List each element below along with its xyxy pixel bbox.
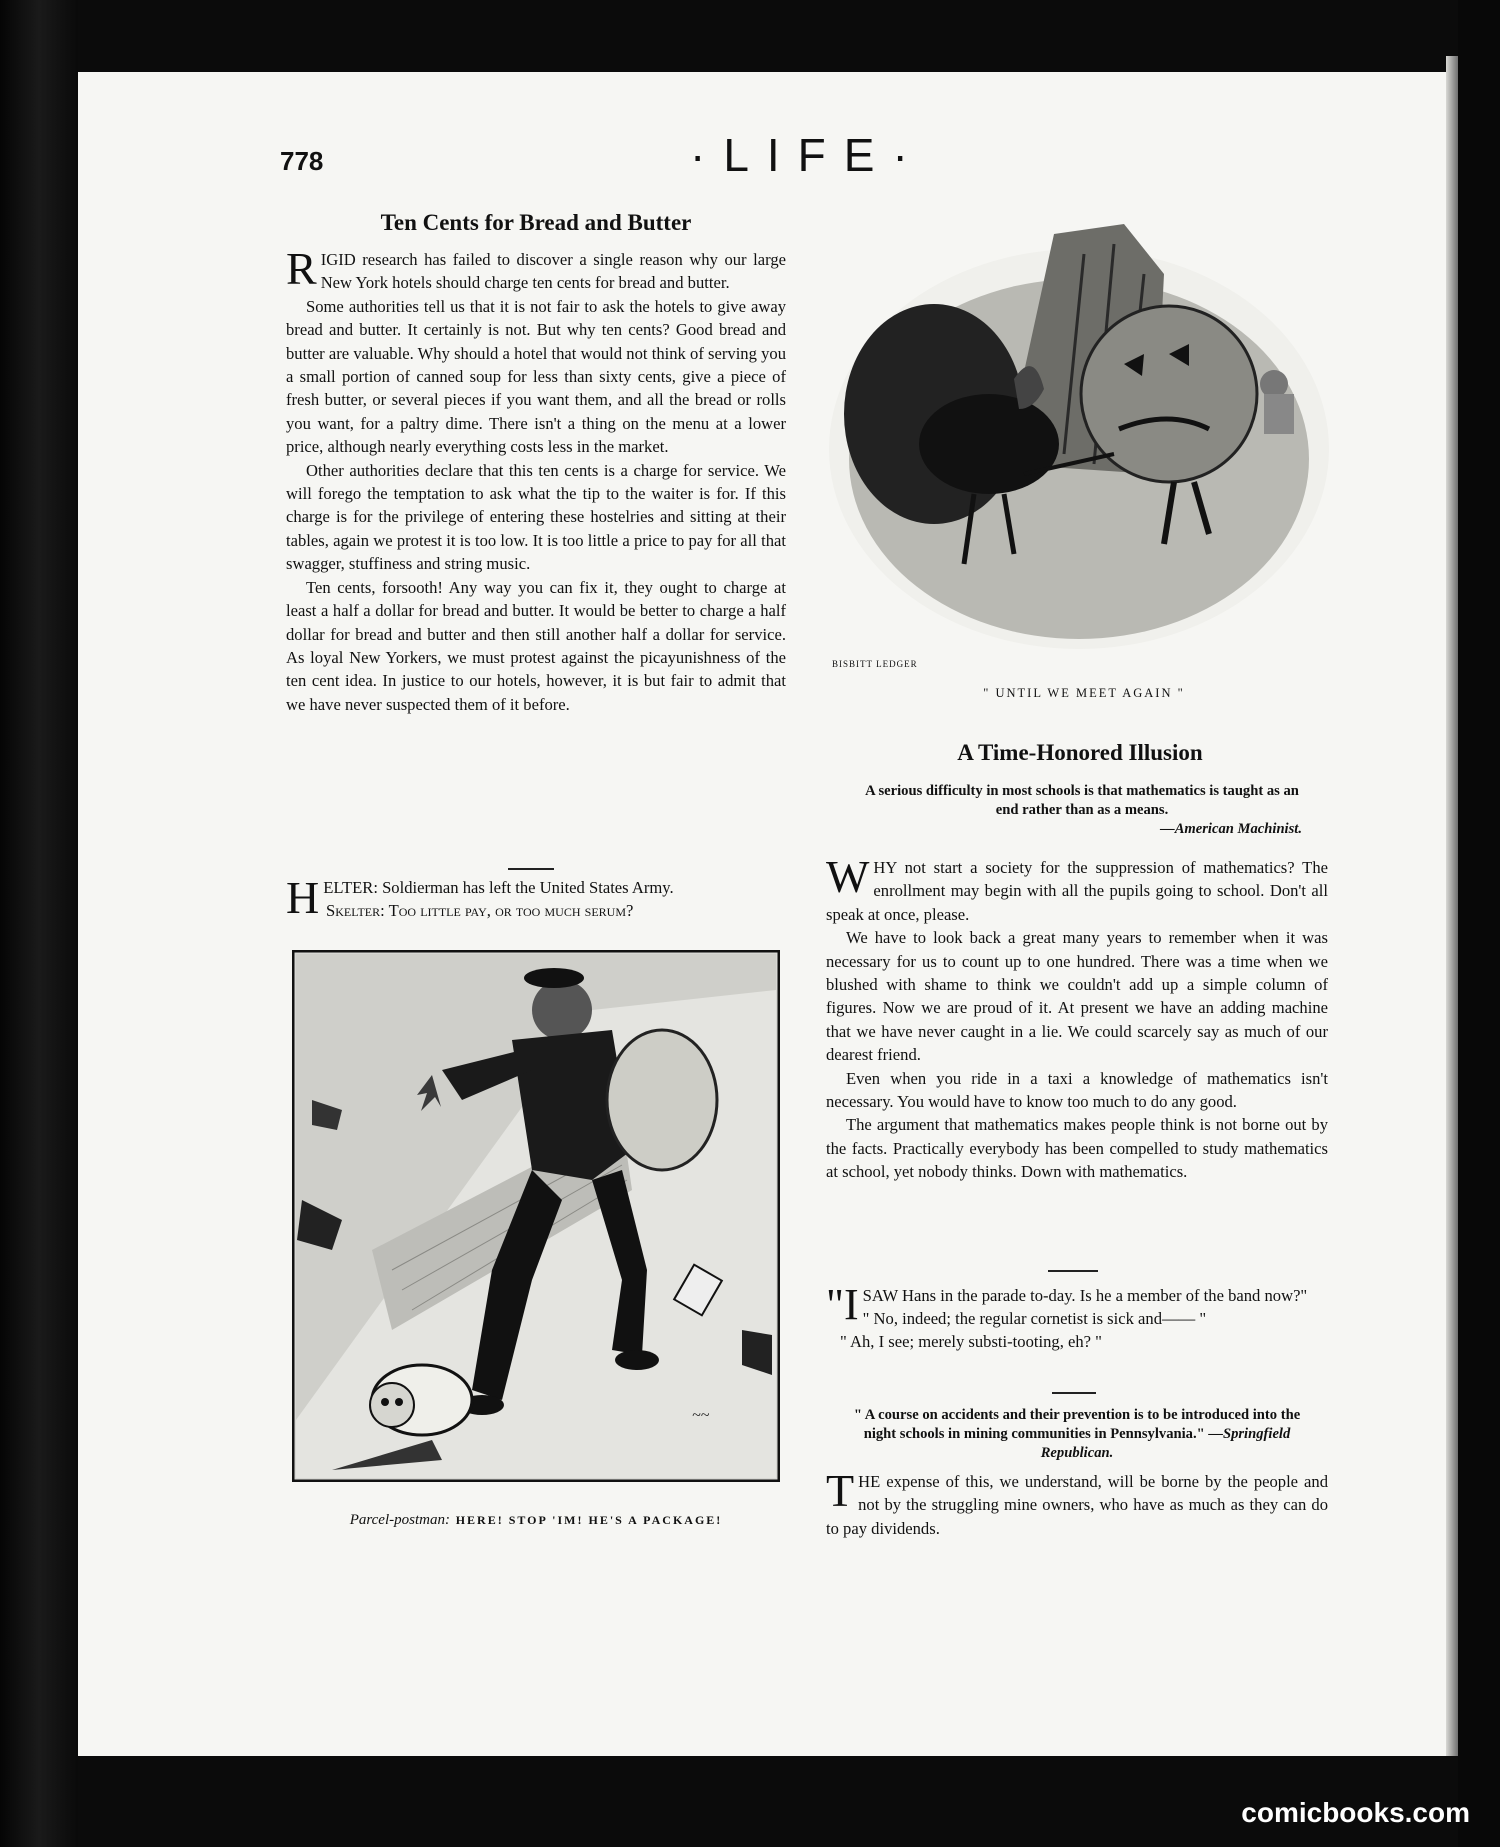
joke-line: SAW Hans in the parade to-day. Is he a member of the band now?": [862, 1286, 1308, 1305]
epigraph: A serious difficulty in most schools is that mathematics is taught as an end rather than as a means. —American Machinist.: [862, 782, 1302, 839]
paragraph: WHY not start a society for the suppression of mathematics? The enrollment may begin with all the pupils going to school. Don't all speak at once, please.: [826, 851, 1328, 924]
paragraph: Even when you ride in a taxi a knowledge of mathematics isn't necessary. You would have to know too much to do any good.: [826, 1068, 1328, 1112]
dropcap: H: [286, 872, 320, 923]
divider: [508, 868, 554, 870]
divider: [1048, 1270, 1098, 1272]
paragraph: Some authorities tell us that it is not fair to ask the hotels to give away bread and butter. It certainly is not. But why ten cents? Good bread and butter are valuable. Why should a hotel that would not think of serving you a small portion of canned soup for less than sixty cents, give a piece of fresh butter, or several pieces if you want them, and all the bread or rolls you want, for a paltry dime. There isn't a thing on the menu at a lower price, although nearly everything costs less in the market.: [286, 296, 786, 457]
site-watermark: comicbooks.com: [1241, 1797, 1470, 1828]
joke-line: ELTER: Soldierman has left the United States Army.: [323, 878, 674, 897]
artist-signature: BISBITT LEDGER: [832, 659, 918, 669]
article-title-illusion: A Time-Honored Illusion: [957, 740, 1203, 765]
paragraph: THE expense of this, we understand, will be borne by the people and not by the struggling mine owners, who have as much as they can do to pay dividends.: [826, 1465, 1328, 1538]
dropcap: W: [826, 851, 870, 902]
scan-border: [1458, 0, 1500, 1847]
helter-skelter-joke: [286, 872, 796, 923]
book-spine: [0, 0, 78, 1847]
paragraph: The argument that mathematics makes people think is not borne out by the facts. Practically everybody has been compelled to study mathematics at school, yet nobody thinks. Down with mathematics.: [826, 1115, 1328, 1182]
joke-line: Skelter: Too little pay, or too much serum?: [326, 901, 634, 920]
page-number: 778: [280, 146, 324, 176]
dropcap: R: [286, 243, 317, 294]
masthead: ·LIFE·: [690, 129, 926, 181]
page-edge: [1446, 56, 1458, 1756]
joke-line: " Ah, I see; merely substi-tooting, eh? ": [840, 1332, 1102, 1351]
divider: [1052, 1392, 1096, 1394]
postman-caption: Parcel-postman: HERE! STOP 'IM! HE'S A PACKAGE!: [349, 1512, 723, 1528]
paragraph: We have to look back a great many years to remember when it was necessary for us to count up to one hundred. There was a time when we blushed with shame to think we couldn't add up a simple column of figures. Now we are proud of it. At present we have an adding machine that we have never caught in a lie. We could scarcely say as much of our dearest friend.: [826, 928, 1328, 1065]
turkey-pumpkin-cartoon: [824, 214, 1334, 654]
article-title-bread-butter: Ten Cents for Bread and Butter: [380, 210, 692, 235]
accidents-body: [826, 1465, 1328, 1540]
paragraph: Ten cents, forsooth! Any way you can fix it, they ought to charge at least a half a dollar for bread and butter. It would be better to charge a half dollar for bread and butter and then still another half a dollar for service. As loyal New Yorkers, we must protest against the picayunishness of the ten cent idea. In justice to our hotels, however, it is but fair to admit that we have never suspected them of it before.: [286, 577, 786, 714]
paragraph: Other authorities declare that this ten cents is a charge for service. We will forego the temptation to ask what the tip to the waiter is for. If this charge is for the privilege of entering these hostelries and sitting at their tables, again we protest it is too low. It is too little a price to pay for all that swagger, stuffiness and string music.: [286, 460, 786, 574]
joke-line: " No, indeed; the regular cornetist is sick and—— ": [862, 1309, 1207, 1328]
artist-signature: ~~: [692, 1407, 710, 1424]
turkey-caption: " UNTIL WE MEET AGAIN ": [983, 686, 1185, 700]
hans-joke: [826, 1280, 1328, 1353]
dropcap: T: [826, 1465, 855, 1516]
epigraph-source: —American Machinist.: [1160, 821, 1302, 837]
accidents-quote: " A course on accidents and their prevention is to be introduced into the night schools in mining communities in Pennsylvania." —Springfield Republican.: [853, 1407, 1301, 1461]
paragraph: RIGID research has failed to discover a single reason why our large New York hotels should charge ten cents for bread and butter.: [286, 243, 786, 294]
quote-source: —Springfield Republican.: [1040, 1426, 1291, 1461]
article-bread-butter-body: [286, 243, 786, 716]
postman-cartoon: [292, 950, 780, 1482]
dropcap: "I: [826, 1280, 859, 1329]
article-illusion-body: [826, 851, 1328, 1184]
